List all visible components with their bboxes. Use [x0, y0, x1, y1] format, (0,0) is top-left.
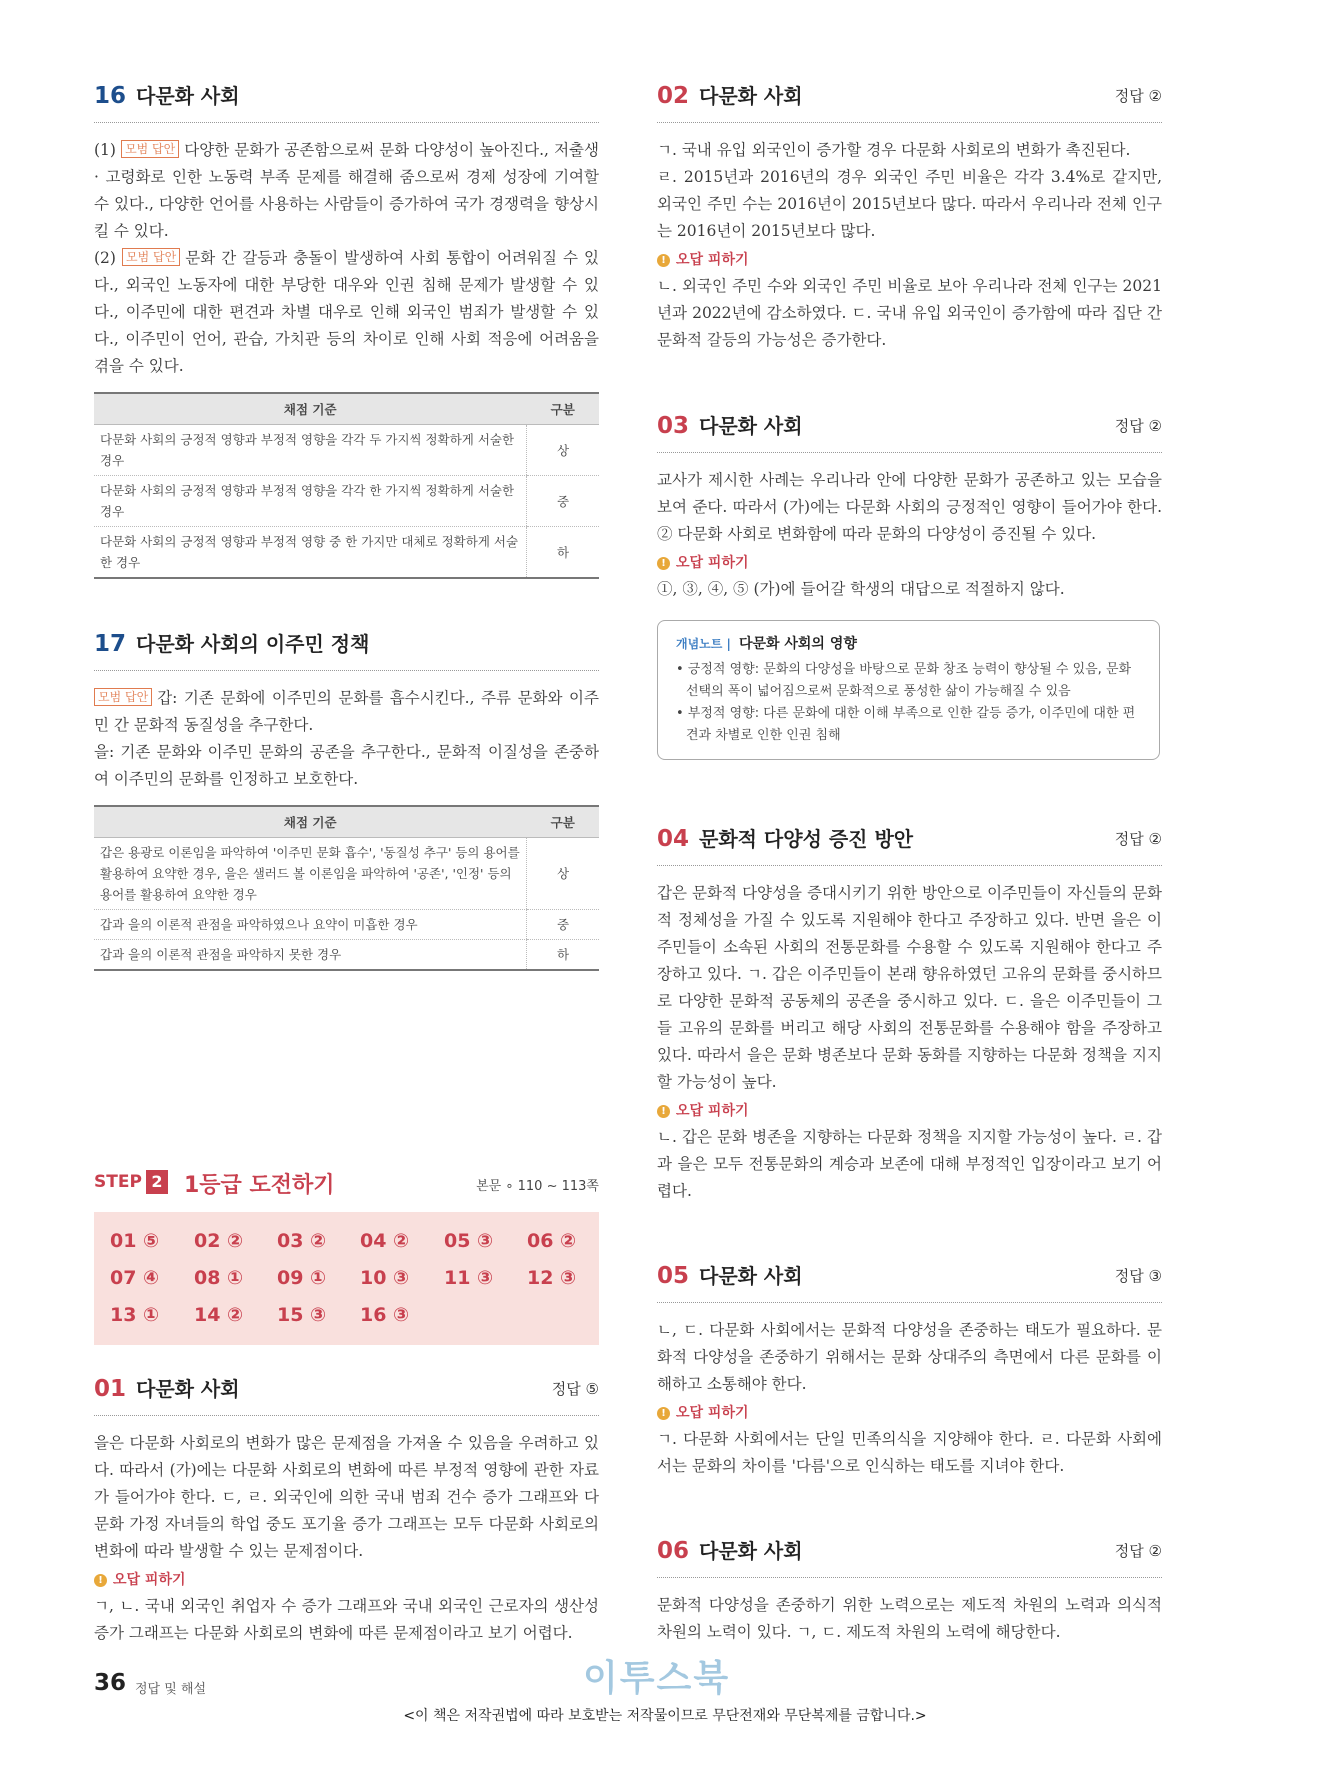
concept-note-box [657, 620, 1160, 760]
question-title: 다문화 사회 [699, 1264, 803, 1288]
grade-cell: 하 [527, 940, 600, 971]
answer-item: 10 ③ [360, 1267, 410, 1289]
part-label: (2) [94, 249, 116, 267]
criteria-cell: 갑과 을의 이론적 관점을 파악하였으나 요약이 미흡한 경우 [94, 910, 527, 940]
criteria-cell: 다문화 사회의 긍정적 영향과 부정적 영향을 각각 두 가지씩 정확하게 서술한 경우 [94, 425, 527, 476]
answer-body [94, 1430, 599, 1647]
answer-body [94, 685, 599, 793]
grading-table [94, 392, 599, 579]
answer-grid [94, 1212, 599, 1345]
step-label: STEP [94, 1172, 142, 1192]
grade-cell: 상 [527, 425, 600, 476]
paragraph: 문화적 다양성을 존중하기 위한 노력으로는 제도적 차원의 노력과 의식적 차원의 노력이 있다. ㄱ, ㄷ. 제도적 차원의 노력에 해당한다. [657, 1596, 1162, 1641]
section-header [657, 412, 1162, 453]
section-q17 [94, 630, 599, 971]
answer-body [657, 1317, 1162, 1480]
question-number: 04 [657, 826, 690, 852]
answer-label: 정답 ② [1114, 87, 1162, 105]
paragraph: ①, ③, ④, ⑤ (가)에 들어갈 학생의 대답으로 적절하지 않다. [657, 580, 1065, 598]
section-header [94, 82, 599, 123]
section-header [657, 1537, 1162, 1578]
question-number: 17 [94, 631, 127, 657]
criteria-cell: 갑과 을의 이론적 관점을 파악하지 못한 경우 [94, 940, 527, 971]
table-row [94, 425, 599, 476]
wrong-answer-heading: ! 오답 피하기 [657, 1098, 1162, 1124]
answer-item: 15 ③ [277, 1304, 327, 1326]
table-row [94, 476, 599, 527]
wrong-answer-heading: ! 오답 피하기 [657, 247, 1162, 273]
answer-item: 16 ③ [360, 1304, 410, 1326]
step-title: 1등급 도전하기 [184, 1173, 335, 1198]
section-header [657, 82, 1162, 123]
section-q05 [657, 1262, 1162, 1480]
section-q02 [657, 82, 1162, 354]
question-number: 05 [657, 1263, 690, 1289]
grading-table [94, 805, 599, 971]
answer-body [657, 1592, 1162, 1646]
criteria-cell: 다문화 사회의 긍정적 영향과 부정적 영향을 각각 한 가지씩 정확하게 서술한 경우 [94, 476, 527, 527]
note-item: • 긍정적 영향: 문화의 다양성을 바탕으로 문화 창조 능력이 향상될 수 있음, 문화 선택의 폭이 넓어짐으로써 문화적으로 풍성한 삶이 가능해질 수 있음 [676, 662, 1132, 699]
grade-cell: 중 [527, 476, 600, 527]
model-answer-tag: 모범 답안 [94, 688, 152, 706]
note-title: 다문화 사회의 영향 [738, 636, 857, 652]
criteria-cell: 갑은 용광로 이론임을 파악하여 '이주민 문화 흡수', '동질성 추구' 등의 용어를 활용하여 요약한 경우, 을은 샐러드 볼 이론임을 파악하여 '공존', '인정' 등의 용어를 활용하여 요약한 경우 [94, 838, 527, 910]
part-label: (1) [94, 141, 116, 159]
table-row [94, 527, 599, 579]
copyright-notice: <이 책은 저작권법에 따라 보호받는 저작물이므로 무단전재와 무단복제를 금합니다.> [403, 1708, 927, 1724]
paragraph: ㄴ, ㄷ. 다문화 사회에서는 문화적 다양성을 존중하는 태도가 필요하다. 문화적 다양성을 존중하기 위해서는 문화 상대주의 측면에서 다른 문화를 이해하고 소통해야 한다. [657, 1321, 1162, 1393]
question-title: 문화적 다양성 증진 방안 [699, 827, 914, 851]
table-header: 채점 기준 [94, 393, 527, 425]
paragraph: 을: 기존 문화와 이주민 문화의 공존을 추구한다., 문화적 이질성을 존중하여 이주민의 문화를 인정하고 보호한다. [94, 743, 599, 788]
answer-item: 04 ② [360, 1230, 410, 1252]
exclamation-icon: ! [657, 1407, 670, 1420]
section-header [94, 630, 599, 671]
model-answer-tag: 모범 답안 [121, 140, 179, 158]
wrong-answer-heading: ! 오답 피하기 [657, 1400, 1162, 1426]
note-label: 개념노트 | [676, 637, 731, 651]
question-title: 다문화 사회 [699, 1539, 803, 1563]
paragraph: ㄴ. 외국인 주민 수와 외국인 주민 비율로 보아 우리나라 전체 인구는 2021년과 2022년에 감소하였다. ㄷ. 국내 유입 외국인이 증가함에 따라 집단 간 문화적 갈등의 가능성은 증가한다. [657, 277, 1162, 349]
question-number: 06 [657, 1538, 690, 1564]
answer-body [657, 880, 1162, 1205]
exclamation-icon: ! [657, 1105, 670, 1118]
answer-label: 정답 ② [1114, 830, 1162, 848]
answer-item: 05 ③ [444, 1230, 494, 1252]
answer-item: 03 ② [277, 1230, 327, 1252]
section-q04 [657, 825, 1162, 1205]
table-header: 구분 [527, 806, 600, 838]
paragraph: 갑은 문화적 다양성을 증대시키기 위한 방안으로 이주민들이 자신들의 문화적 정체성을 가질 수 있도록 지원해야 한다고 주장하고 있다. 반면 을은 이주민들이 소속된 사회의 전통문화를 수용할 수 있도록 지원해야 한다고 주장하고 있다. ㄱ. 갑은 이주민들이 본래 향유하였던 고유의 문화를 중시하므로 다양한 문화적 공동체의 공존을 중시하고 있다. ㄷ. 을은 이주민들이 그들 고유의 문화를 버리고 해당 사회의 전통문화를 수용해야 함을 주장하고 있다. 따라서 을은 문화 병존보다 문화 동화를 지향하는 다문화 정책을 지지할 가능성이 높다. [657, 884, 1162, 1091]
model-answer-tag: 모범 답안 [122, 248, 180, 266]
answer-item: 12 ③ [527, 1267, 577, 1289]
section-header [94, 1375, 599, 1416]
step-number: 2 [146, 1170, 168, 1194]
section-header [657, 825, 1162, 866]
question-title: 다문화 사회의 이주민 정책 [136, 632, 370, 656]
answer-item: 06 ② [527, 1230, 577, 1252]
table-header: 채점 기준 [94, 806, 527, 838]
exclamation-icon: ! [657, 557, 670, 570]
exclamation-icon: ! [94, 1574, 107, 1587]
section-header [657, 1262, 1162, 1303]
answer-body [657, 467, 1162, 603]
paragraph: ㄱ, ㄴ. 국내 외국인 취업자 수 증가 그래프와 국내 외국인 근로자의 생산성 증가 그래프는 다문화 사회로의 변화에 따른 문제점이라고 보기 어렵다. [94, 1597, 599, 1642]
paragraph: ㄱ. 다문화 사회에서는 단일 민족의식을 지양해야 한다. ㄹ. 다문화 사회에서는 문화의 차이를 '다름'으로 인식하는 태도를 지녀야 한다. [657, 1430, 1162, 1475]
footer-label: 정답 및 해설 [135, 1682, 207, 1697]
answer-label: 정답 ② [1114, 417, 1162, 435]
page-number: 36 [94, 1670, 127, 1696]
wrong-answer-heading: ! 오답 피하기 [657, 550, 1162, 576]
wrong-answer-heading: ! 오답 피하기 [94, 1567, 599, 1593]
question-title: 다문화 사회 [699, 84, 803, 108]
paragraph: 문화 간 갈등과 충돌이 발생하여 사회 통합이 어려워질 수 있다., 외국인 노동자에 대한 부당한 대우와 인권 침해 문제가 발생할 수 있다., 이주민에 대한 편견과 차별 대우로 인해 외국인 범죄가 발생할 수 있다., 이주민이 언어, 관습, 가치관 등의 차이로 인해 사회 적응에 어려움을 겪을 수 있다. [94, 249, 599, 375]
answer-item: 09 ① [277, 1267, 327, 1289]
paragraph: ㄱ. 국내 유입 외국인이 증가할 경우 다문화 사회로의 변화가 촉진된다. [657, 141, 1131, 159]
table-row [94, 838, 599, 910]
answer-body [657, 137, 1162, 354]
answer-item: 07 ④ [110, 1267, 160, 1289]
note-item: • 부정적 영향: 다른 문화에 대한 이해 부족으로 인한 갈등 증가, 이주민에 대한 편견과 차별로 인한 인권 침해 [676, 706, 1136, 743]
answer-item: 01 ⑤ [110, 1230, 160, 1252]
paragraph: 갑: 기존 문화에 이주민의 문화를 흡수시킨다., 주류 문화와 이주민 간 문화적 동질성을 추구한다. [94, 689, 599, 734]
section-q06 [657, 1537, 1162, 1646]
grade-cell: 하 [527, 527, 600, 579]
answer-item: 11 ③ [444, 1267, 494, 1289]
question-title: 다문화 사회 [136, 84, 240, 108]
criteria-cell: 다문화 사회의 긍정적 영향과 부정적 영향 중 한 가지만 대체로 정확하게 서술한 경우 [94, 527, 527, 579]
table-row [94, 910, 599, 940]
question-number: 02 [657, 83, 690, 109]
section-q01 [94, 1375, 599, 1647]
question-number: 01 [94, 1376, 127, 1402]
section-q03 [657, 412, 1162, 743]
paragraph: 다양한 문화가 공존함으로써 문화 다양성이 높아진다., 저출생 · 고령화로 인한 노동력 부족 문제를 해결해 줌으로써 경제 성장에 기여할 수 있다., 다양한 언어를 사용하는 사람들이 증가하여 국가 경쟁력을 향상시킬 수 있다. [94, 141, 599, 240]
page-reference: 본문 ∘ 110 ~ 113쪽 [476, 1179, 599, 1194]
answer-item: 14 ② [194, 1304, 244, 1326]
paragraph: ㄹ. 2015년과 2016년의 경우 외국인 주민 비율은 각각 3.4%로 같지만, 외국인 주민 수는 2016년이 2015년보다 많다. 따라서 우리나라 전체 인구는 2016년이 2015년보다 많다. [657, 168, 1162, 240]
answer-item: 02 ② [194, 1230, 244, 1252]
question-number: 16 [94, 83, 127, 109]
paragraph: ㄴ. 갑은 문화 병존을 지향하는 다문화 정책을 지지할 가능성이 높다. ㄹ. 갑과 을은 모두 전통문화의 계승과 보존에 대해 부정적인 입장이라고 보기 어렵다. [657, 1128, 1162, 1200]
question-title: 다문화 사회 [136, 1377, 240, 1401]
grade-cell: 상 [527, 838, 600, 910]
answer-body [94, 137, 599, 380]
section-q16 [94, 82, 599, 579]
paragraph: 교사가 제시한 사례는 우리나라 안에 다양한 문화가 공존하고 있는 모습을 보여 준다. 따라서 (가)에는 다문화 사회의 긍정적인 영향이 들어가야 한다. ② 다문화 사회로 변화함에 따라 문화의 다양성이 증진될 수 있다. [657, 471, 1162, 543]
paragraph: 을은 다문화 사회로의 변화가 많은 문제점을 가져올 수 있음을 우려하고 있다. 따라서 (가)에는 다문화 사회로의 변화에 따른 부정적 영향에 관한 자료가 들어가야 한다. ㄷ, ㄹ. 외국인에 의한 국내 범죄 건수 증가 그래프와 다문화 가정 자녀들의 학업 중도 포기율 증가 그래프는 모두 다문화 사회로의 변화에 따라 발생할 수 있는 문제점이다. [94, 1434, 599, 1560]
table-row [94, 940, 599, 971]
question-title: 다문화 사회 [699, 414, 803, 438]
answer-label: 정답 ⑤ [551, 1380, 599, 1398]
question-number: 03 [657, 413, 690, 439]
table-header: 구분 [527, 393, 600, 425]
publisher-watermark: 이투스북 [583, 1658, 731, 1699]
grade-cell: 중 [527, 910, 600, 940]
answer-item: 13 ① [110, 1304, 160, 1326]
answer-label: 정답 ③ [1114, 1267, 1162, 1285]
answer-label: 정답 ② [1114, 1542, 1162, 1560]
exclamation-icon: ! [657, 254, 670, 267]
step-header [94, 1168, 599, 1200]
answer-item: 08 ① [194, 1267, 244, 1289]
